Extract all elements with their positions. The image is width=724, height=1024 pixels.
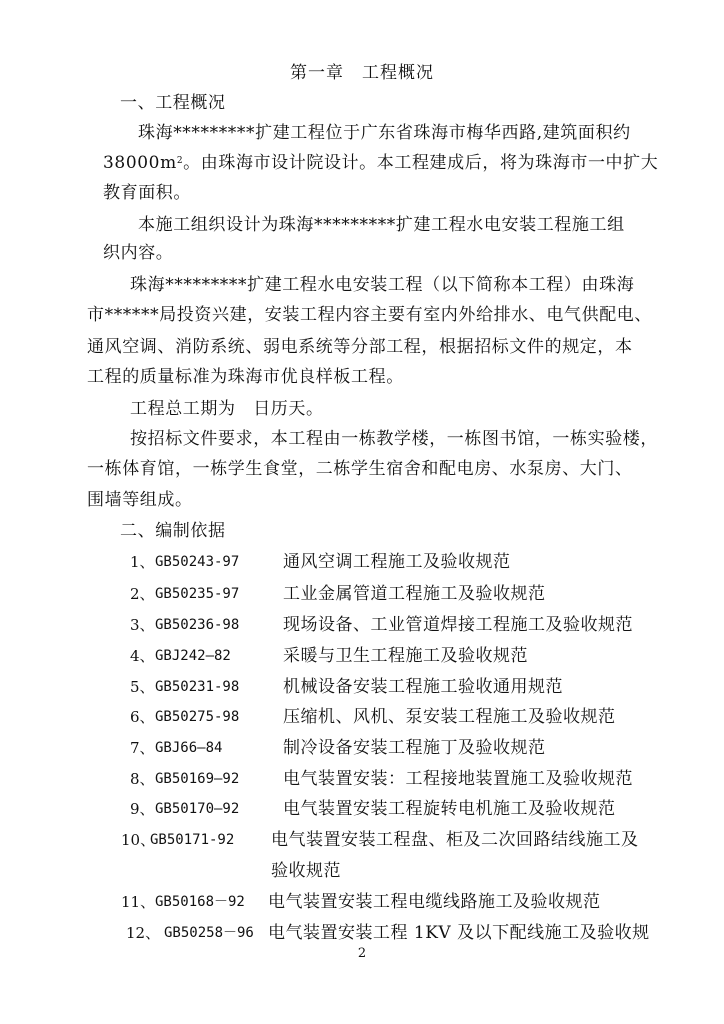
standard-title: 制冷设备安装工程施丁及验收规范: [283, 738, 546, 758]
paragraph-line: 按招标文件要求，本工程由一栋教学楼，一栋图书馆，一栋实验楼，: [130, 429, 658, 449]
standard-title: 工业金属管道工程施工及验收规范: [283, 584, 546, 604]
paragraph-line: 教育面积。: [103, 183, 191, 203]
standard-code: GB50243-97: [155, 554, 240, 570]
standard-title: 采暖与卫生工程施工及验收规范: [283, 646, 528, 666]
paragraph-line: 市******局投资兴建，安装工程内容主要有室内外给排水、电气供配电、: [87, 305, 652, 325]
paragraph-line: 珠海*********扩建工程位于广东省珠海市梅华西路,建筑面积约: [138, 123, 631, 143]
list-number: 1、: [130, 553, 155, 571]
standard-code: GB50235-97: [155, 586, 240, 602]
paragraph-line: 珠海*********扩建工程水电安装工程（以下简称本工程）由珠海: [130, 275, 635, 295]
area-unit-superscript: 2: [176, 156, 184, 166]
standard-code: GB50168－92: [155, 894, 245, 910]
paragraph-line: 本施工组织设计为珠海*********扩建工程水电安装工程施工组: [138, 215, 625, 235]
list-number: 4、: [130, 647, 155, 665]
paragraph-line: [103, 152, 658, 174]
list-number: 2、: [130, 585, 155, 603]
paragraph-text: 。由珠海市设计院设计。本工程建成后，将为珠海市一中扩大: [183, 153, 659, 173]
standard-title: 机械设备安装工程施工验收通用规范: [283, 677, 563, 697]
paragraph-line: 一栋体育馆，一栋学生食堂，二栋学生宿舍和配电房、水泵房、大门、: [87, 459, 633, 479]
standard-code: GB50169—92: [155, 771, 240, 787]
standard-title: 压缩机、风机、泵安装工程施工及验收规范: [283, 707, 616, 727]
standard-code: GB50236-98: [155, 617, 240, 633]
standard-title: 电气装置安装工程盘、柜及二次回路结线施工及: [271, 830, 639, 850]
standard-code: GBJ66—84: [155, 740, 223, 756]
list-number: 5、: [130, 678, 155, 696]
standard-code: GB50171-92: [150, 832, 235, 848]
paragraph-line: 通风空调、消防系统、弱电系统等分部工程，根据招标文件的规定，本: [87, 337, 633, 357]
standard-code: GB50231-98: [155, 679, 240, 695]
section-heading-basis: 二、编制依据: [120, 521, 226, 541]
standard-title: 电气装置安装工程电缆线路施工及验收规范: [268, 892, 601, 912]
section-heading-overview: 一、工程概况: [120, 93, 226, 113]
standard-title: 现场设备、工业管道焊接工程施工及验收规范: [283, 615, 633, 635]
standard-code: GB50275-98: [155, 709, 240, 725]
standard-code: GBJ242—82: [155, 648, 231, 664]
paragraph-line: 工程的质量标准为珠海市优良样板工程。: [87, 367, 404, 387]
list-number: 8、: [130, 770, 155, 788]
paragraph-line: 织内容。: [103, 243, 174, 263]
page-number: 2: [357, 946, 367, 961]
list-number: 10、: [121, 831, 156, 849]
list-number: 9、: [130, 800, 155, 818]
list-number: 3、: [130, 616, 155, 634]
standard-title: 电气装置安装工程旋转电机施工及验收规范: [283, 799, 616, 819]
standard-title-continued: 验收规范: [271, 861, 341, 881]
list-number: 6、: [130, 708, 155, 726]
paragraph-line: 围墙等组成。: [87, 490, 193, 510]
list-number: 11、: [121, 893, 156, 911]
area-value: 38000m: [103, 153, 177, 173]
standard-title: 电气装置安装工程 1KV 及以下配线施工及验收规: [268, 923, 650, 943]
standard-code: GB50170—92: [155, 801, 240, 817]
standard-code: GB50258－96: [164, 925, 254, 941]
list-number: 7、: [130, 739, 155, 757]
paragraph-line: 工程总工期为 日历天。: [130, 399, 324, 419]
standard-title: 电气装置安装：工程接地装置施工及验收规范: [283, 769, 633, 789]
list-number: 12、: [126, 924, 161, 942]
chapter-title: 第一章 工程概况: [290, 63, 434, 83]
standard-title: 通风空调工程施工及验收规范: [283, 552, 511, 572]
